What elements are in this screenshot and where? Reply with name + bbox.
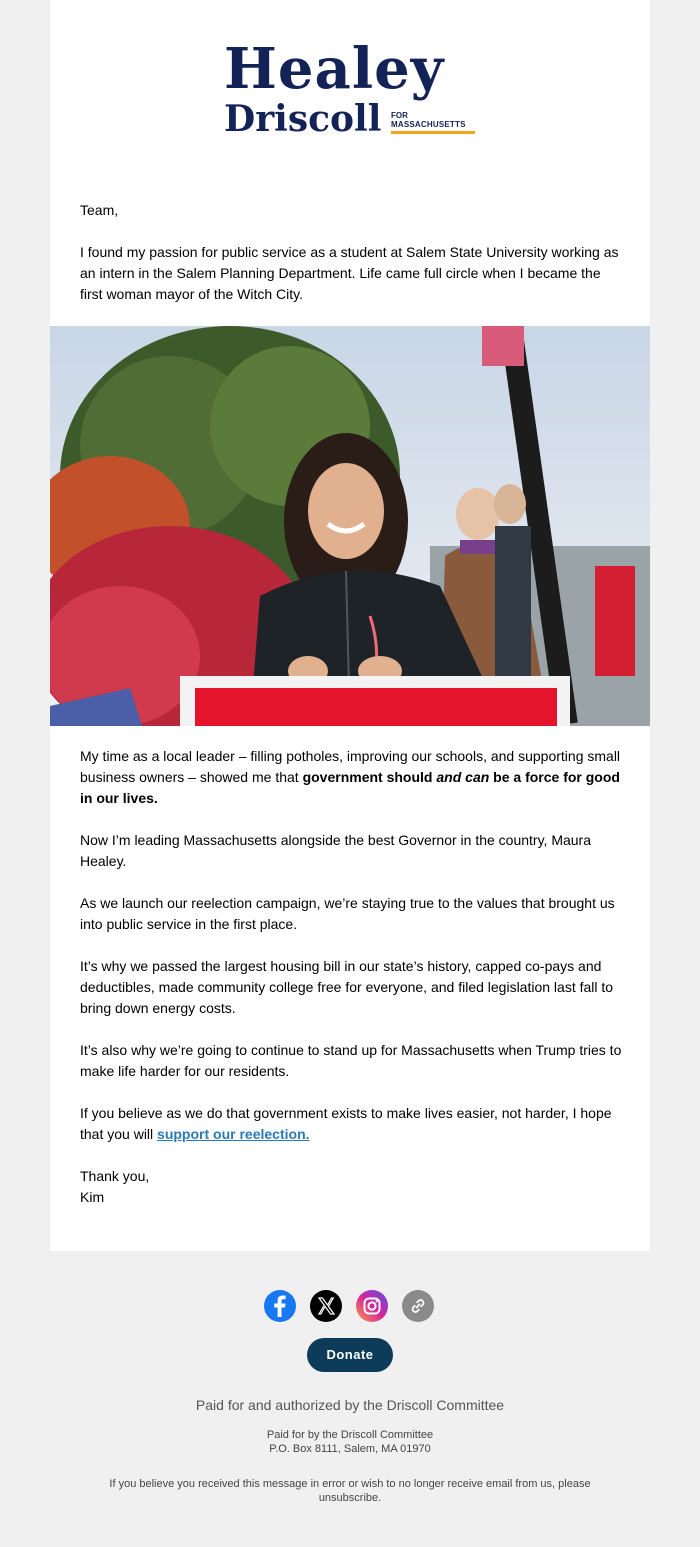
paragraph-7 <box>80 1103 625 1145</box>
paragraph-5: It’s why we passed the largest housing bill in our state’s history, capped co-pays and deductibles, made community college free for everyone, and filed legislation last fall to bring down energy costs. <box>80 958 614 1016</box>
x-icon[interactable] <box>310 1290 342 1322</box>
greeting: Team, <box>80 202 119 218</box>
logo-line-driscoll: Driscoll <box>224 98 382 140</box>
paragraph-2-text: My time as a local leader – filling potholes, improving our schools, and supporting small business owners – showed me that <box>80 748 621 785</box>
unsubscribe-text: If you believe you received this message in error or wish to no longer receive email from us, please <box>109 1478 591 1490</box>
logo-underline-bar <box>391 131 475 134</box>
closing: Thank you, <box>80 1168 150 1184</box>
unsubscribe-link[interactable]: unsubscribe. <box>318 1492 382 1504</box>
logo-state: MASSACHUSETTS <box>391 120 466 129</box>
unsubscribe-notice <box>50 1477 650 1505</box>
donate-button[interactable]: Donate <box>307 1338 393 1372</box>
paid-for-notice: Paid for and authorized by the Driscoll Committee <box>195 1397 505 1413</box>
address-line-1: Paid for by the Driscoll Committee <box>266 1429 434 1441</box>
link-icon[interactable] <box>402 1290 434 1322</box>
signature: Kim <box>80 1189 105 1205</box>
address-line-2: P.O. Box 8111, Salem, MA 01970 <box>269 1443 431 1455</box>
photo-illustration <box>50 326 650 726</box>
paragraph-4: As we launch our reelection campaign, we’re staying true to the values that brought us into public service in the first place. <box>80 895 615 932</box>
paragraph-2-bold-end: be a force for good in our lives. <box>80 769 620 806</box>
logo-line-healey: Healey <box>224 36 445 102</box>
paragraph-2 <box>80 746 625 809</box>
social-links <box>264 1290 436 1324</box>
paragraph-7-text: If you believe as we do that government exists to make lives easier, not harder, I hope that you will <box>80 1105 612 1142</box>
paragraph-2-bold-italic: and can <box>436 769 490 785</box>
paragraph-2-bold: government should <box>302 769 437 785</box>
logo-for-massachusetts <box>391 111 475 134</box>
campaign-logo <box>224 36 484 140</box>
support-reelection-link[interactable]: support our reelection. <box>157 1126 310 1142</box>
email-card <box>50 0 650 1251</box>
campaign-photo <box>50 326 650 726</box>
instagram-icon[interactable] <box>356 1290 388 1322</box>
logo-for: FOR <box>391 111 408 120</box>
paragraph-3: Now I’m leading Massachusetts alongside the best Governor in the country, Maura Healey. <box>80 832 591 869</box>
mailing-address <box>50 1428 650 1456</box>
paragraph-6: It’s also why we’re going to continue to stand up for Massachusetts when Trump tries to make life harder for our residents. <box>80 1042 622 1079</box>
paragraph-1: I found my passion for public service as a student at Salem State University working as an intern in the Salem Planning Department. Life came full circle when I became the first woman mayor of the Witch City. <box>80 244 619 302</box>
facebook-icon[interactable] <box>264 1290 296 1322</box>
